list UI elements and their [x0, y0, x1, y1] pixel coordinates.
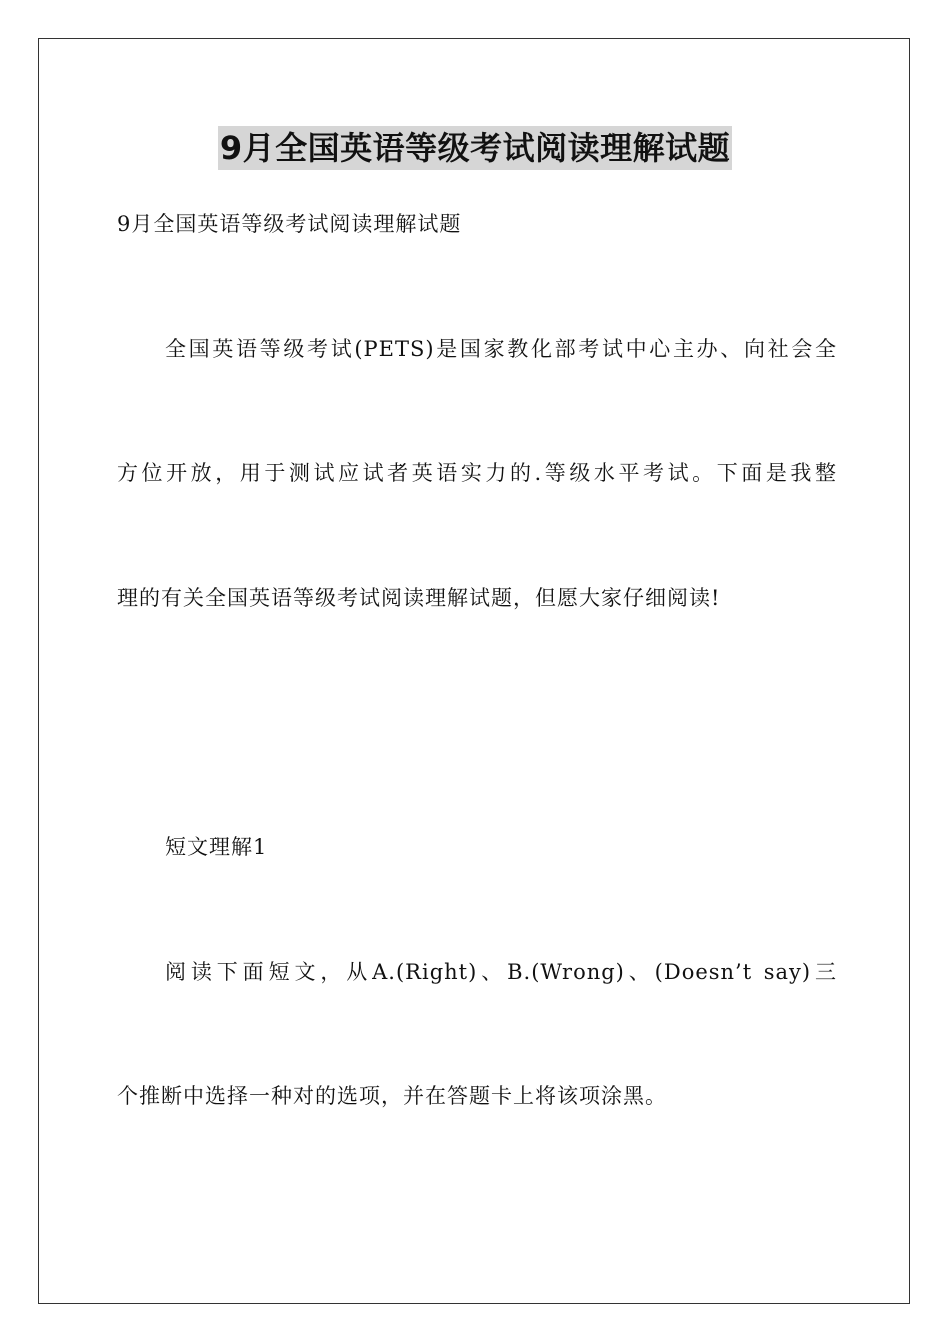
- intro-line-2: 方位开放，用于测试应试者英语实力的.等级水平考试。下面是我整: [117, 461, 837, 485]
- instruction-line-2: 个推断中选择一种对的选项，并在答题卡上将该项涂黑。: [117, 1084, 667, 1108]
- instruction-line-1: 阅读下面短文，从A.(Right)、B.(Wrong)、(Doesn’t say)三: [165, 960, 837, 984]
- document-title: 9月全国英语等级考试阅读理解试题: [218, 126, 732, 170]
- document-subtitle: 9月全国英语等级考试阅读理解试题: [117, 212, 462, 236]
- intro-line-1: 全国英语等级考试(PETS)是国家教化部考试中心主办、向社会全: [165, 337, 837, 361]
- intro-line-3: 理的有关全国英语等级考试阅读理解试题，但愿大家仔细阅读!: [117, 586, 721, 610]
- title-container: [0, 126, 950, 170]
- section-heading: 短文理解1: [165, 835, 268, 859]
